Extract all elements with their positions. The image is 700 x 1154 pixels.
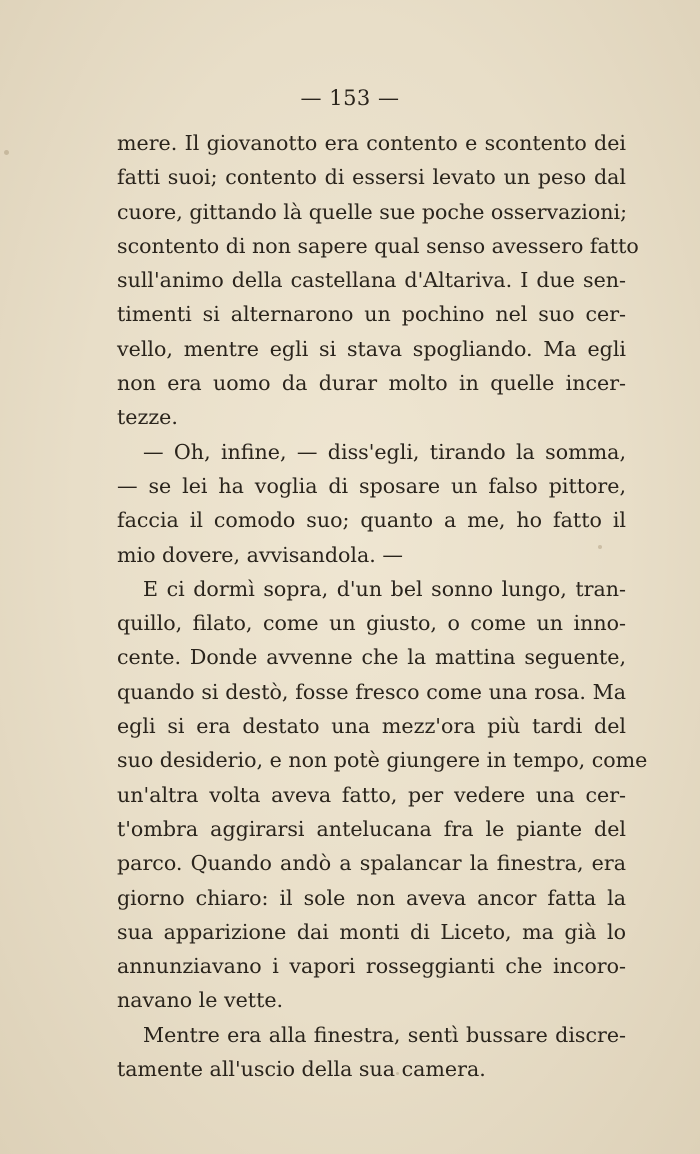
text-line: — se lei ha voglia di sposare un falso pittore, (117, 473, 626, 498)
text-line: t'ombra aggirarsi antelucana fra le piante del (117, 816, 626, 841)
text-line: timenti si alternarono un pochino nel suo cer- (117, 302, 626, 327)
text-line: tezze. (117, 405, 178, 430)
text-line: fatti suoi; contento di essersi levato un peso dal (117, 165, 626, 190)
text-line: cuore, gittando là quelle sue poche osservazioni; (117, 199, 628, 224)
body-text (117, 126, 648, 1086)
text-line: cente. Donde avvenne che la mattina seguente, (117, 645, 626, 670)
paper-spot (4, 150, 9, 155)
text-line: sull'animo della castellana d'Altariva. I due sen- (117, 268, 626, 293)
text-line: un'altra volta aveva fatto, per vedere una cer- (117, 782, 626, 807)
text-line: suo desiderio, e non potè giungere in tempo, come (117, 748, 648, 773)
text-line: scontento di non sapere qual senso avessero fatto (117, 233, 639, 258)
text-line: mere. Il giovanotto era contento e scontento dei (117, 131, 626, 155)
text-line: faccia il comodo suo; quanto a me, ho fatto il (117, 508, 626, 533)
text-line: annunziavano i vapori rosseggianti che incoro- (117, 954, 626, 979)
text-line: parco. Quando andò a spalancar la finestra, era (117, 851, 626, 876)
text-line: non era uomo da durar molto in quelle incer- (117, 371, 626, 396)
text-line: mio dovere, avvisandola. — (117, 542, 403, 567)
text-line: quillo, filato, come un giusto, o come un inno- (117, 611, 626, 636)
text-line: egli si era destato una mezz'ora più tardi del (117, 714, 626, 739)
text-line: Mentre era alla finestra, sentì bussare discre- (143, 1022, 626, 1047)
text-line: quando si destò, fosse fresco come una rosa. Ma (117, 679, 626, 704)
text-line: navano le vette. (117, 988, 284, 1013)
text-line: — Oh, infine, — diss'egli, tirando la somma, (143, 439, 626, 464)
text-line: vello, mentre egli si stava spogliando. Ma egli (117, 336, 626, 361)
text-line: E ci dormì sopra, d'un bel sonno lungo, tran- (143, 576, 626, 601)
text-line: sua apparizione dai monti di Liceto, ma già lo (117, 919, 626, 944)
text-line: giorno chiaro: il sole non aveva ancor fatta la (117, 885, 626, 910)
page-number: — 153 — (300, 86, 400, 110)
text-line: tamente all'uscio della sua camera. (117, 1057, 486, 1082)
